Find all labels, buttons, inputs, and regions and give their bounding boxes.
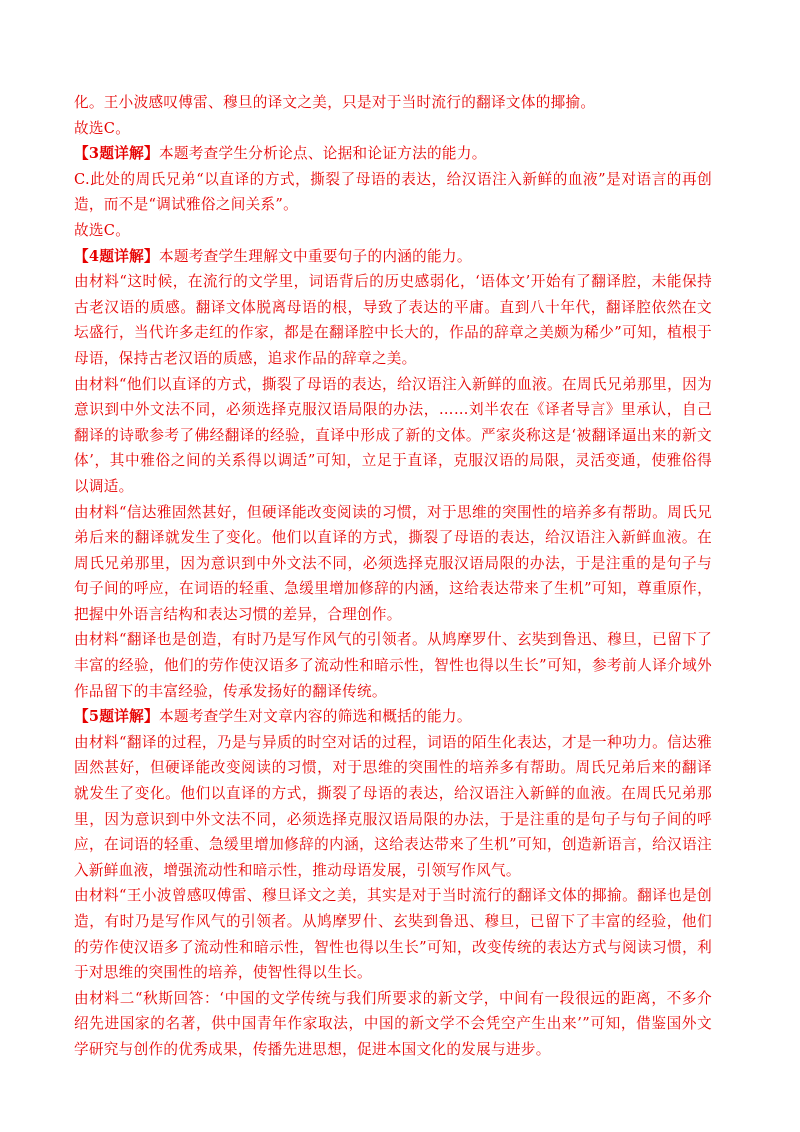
paragraph	[74, 986, 712, 1063]
paragraph-text: 故选C。	[74, 221, 131, 239]
paragraph	[74, 627, 712, 704]
paragraph	[74, 218, 712, 244]
paragraph-text: 由材料“他们以直译的方式，撕裂了母语的表达，给汉语注入新鲜的血液。在周氏兄弟那里，因为意识到中外文法不同，必须选择克服汉语局限的办法，……刘半农在《译者导言》里承认，自己翻译的诗歌参考了佛经翻译的经验，直译中形成了新的文体。严家炎称这是‘被翻译逼出来的新文体’，其中雅俗之间的关系得以调适”可知，立足于直译，克服汉语的局限，灵活变通，使雅俗得以调适。	[74, 375, 712, 495]
paragraph-text: 故选C。	[74, 119, 131, 137]
paragraph	[74, 116, 712, 142]
paragraph-text: 本题考查学生分析论点、论据和论证方法的能力。	[158, 145, 487, 163]
paragraph-text: 由材料“翻译也是创造，有时乃是写作风气的引领者。从鸠摩罗什、玄奘到鲁迅、穆旦，已留下了丰富的经验，他们的劳作使汉语多了流动性和暗示性，智性也得以生长”可知，参考前人译介域外作品留下的丰富经验，传承发扬好的翻译传统。	[74, 631, 712, 700]
paragraph	[74, 883, 712, 985]
question-label: 【3题详解】	[74, 145, 159, 163]
paragraph-text: 由材料二“秋斯回答：‘中国的文学传统与我们所要求的新文学，中间有一段很远的距离，不多介绍先进国家的名著，供中国青年作家取法，中国的新文学不会凭空产生出来’”可知，借鉴国外文学研究与创作的优秀成果，传播先进思想，促进本国文化的发展与进步。	[74, 989, 712, 1058]
paragraph-text: 由材料“信达雅固然甚好，但硬译能改变阅读的习惯，对于思维的突围性的培养多有帮助。周氏兄弟后来的翻译就发生了变化。他们以直译的方式，撕裂了母语的表达，给汉语注入新鲜血液。在周氏兄弟那里，因为意识到中外文法不同，必须选择克服汉语局限的办法，于是注重的是句子与句子间的呼应，在词语的轻重、急缓里增加修辞的内涵，这给表达带来了生机”可知，尊重原作，把握中外语言结构和表达习惯的差异，合理创作。	[74, 503, 712, 623]
paragraph-text: 由材料“翻译的过程，乃是与异质的时空对话的过程，词语的陌生化表达，才是一种功力。信达雅固然甚好，但硬译能改变阅读的习惯，对于思维的突围性的培养多有帮助。周氏兄弟后来的翻译就发生了变化。他们以直译的方式，撕裂了母语的表达，给汉语注入新鲜的血液。在周氏兄弟那里，因为意识到中外文法不同，必须选择克服汉语局限的办法，于是注重的是句子与句子间的呼应，在词语的轻重、急缓里增加修辞的内涵，这给表达带来了生机”可知，创造新语言，给汉语注入新鲜血液，增强流动性和暗示性，推动母语发展，引领写作风气。	[74, 733, 712, 879]
paragraph	[74, 372, 712, 500]
paragraph-text: 本题考查学生理解文中重要句子的内涵的能力。	[158, 247, 472, 265]
paragraph-text: 化。王小波感叹傅雷、穆旦的译文之美，只是对于当时流行的翻译文体的揶揄。	[74, 94, 596, 111]
paragraph-text: C.此处的周氏兄弟“以直译的方式，撕裂了母语的表达，给汉语注入新鲜的血液”是对语言的再创造，而不是“调试雅俗之间关系”。	[74, 170, 712, 214]
paragraph-text: 由材料“这时候，在流行的文学里，词语背后的历史感弱化，‘语体文’开始有了翻译腔，未能保持古老汉语的质感。翻译文体脱离母语的根，导致了表达的平庸。直到八十年代，翻译腔依然在文坛盛行，当代许多走红的作家，都是在翻译腔中长大的，作品的辞章之美颇为稀少”可知，植根于母语，保持古老汉语的质感，追求作品的辞章之美。	[74, 273, 712, 367]
question-label: 【4题详解】	[74, 247, 159, 265]
paragraph	[74, 90, 712, 116]
paragraph	[74, 244, 712, 270]
paragraph	[74, 167, 712, 218]
question-label: 【5题详解】	[74, 708, 159, 726]
paragraph	[74, 730, 712, 884]
paragraph	[74, 269, 712, 371]
paragraph-text: 由材料“王小波曾感叹傅雷、穆旦译文之美，其实是对于当时流行的翻译文体的揶揄。翻译也是创造，有时乃是写作风气的引领者。从鸠摩罗什、玄奘到鲁迅、穆旦，已留下了丰富的经验，他们的劳作使汉语多了流动性和暗示性，智性也得以生长”可知，改变传统的表达方式与阅读习惯，利于对思维的突围性的培养，使智性得以生长。	[74, 887, 712, 982]
paragraph-text: 本题考查学生对文章内容的筛选和概括的能力。	[158, 708, 472, 726]
paragraph	[74, 500, 712, 628]
paragraph	[74, 704, 712, 730]
paragraph	[74, 141, 712, 167]
